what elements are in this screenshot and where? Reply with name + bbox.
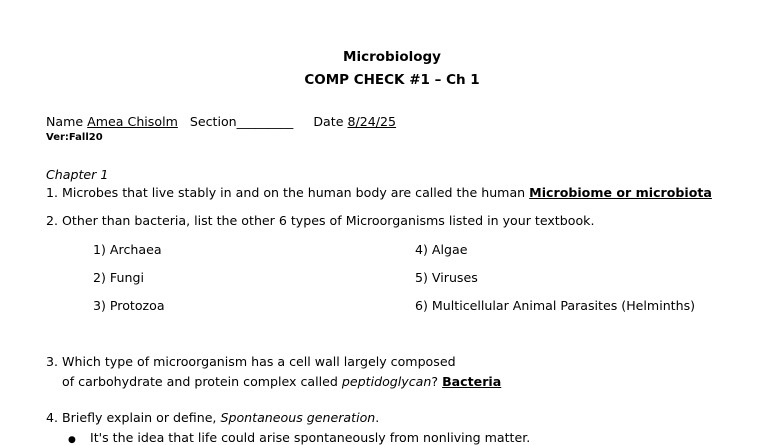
question-3-mark: ? (431, 374, 439, 389)
question-3-line1: 3. Which type of microorganism has a cell wall largely composed (46, 354, 456, 369)
date-label: Date (313, 114, 344, 129)
chapter-heading: Chapter 1 (46, 167, 109, 182)
list-item: 6) Multicellular Animal Parasites (Helminths) (415, 298, 696, 313)
question-3-prefix: of carbohydrate and protein complex called (62, 374, 338, 389)
question-3-line2 (62, 374, 501, 389)
version-label: Ver:Fall20 (46, 132, 103, 143)
name-label: Name (46, 114, 84, 129)
list-item: 3) Protozoa (93, 298, 165, 313)
question-4-prefix: 4. Briefly explain or define, (46, 410, 217, 425)
question-1-text: 1. Microbes that live stably in and on the human body are called the human (46, 185, 526, 200)
question-3-answer: Bacteria (442, 374, 502, 389)
date-value: 8/24/25 (347, 114, 397, 129)
question-1-answer: Microbiome or microbiota (529, 185, 712, 200)
question-1 (46, 185, 712, 200)
question-4-term: Spontaneous generation (220, 410, 376, 425)
question-3-term: peptidoglycan (341, 374, 432, 389)
section-blank: _________ (236, 114, 294, 129)
question-4-suffix: . (375, 410, 380, 425)
question-4-answer-row (68, 430, 530, 445)
bullet-icon: ● (68, 435, 76, 445)
question-2-text: 2. Other than bacteria, list the other 6 types of Microorganisms listed in your textbook. (46, 213, 595, 228)
list-item: 1) Archaea (93, 242, 162, 257)
list-item: 2) Fungi (93, 270, 144, 285)
section-label: Section (189, 114, 237, 129)
doc-subtitle: COMP CHECK #1 – Ch 1 (304, 72, 480, 88)
list-item: 4) Algae (415, 242, 468, 257)
doc-title: Microbiology (343, 49, 441, 65)
list-item: 5) Viruses (415, 270, 478, 285)
name-line (46, 114, 396, 129)
name-value: Amea Chisolm (87, 114, 178, 129)
question-4-answer: It's the idea that life could arise spontaneously from nonliving matter. (90, 430, 531, 445)
question-4 (46, 410, 379, 425)
